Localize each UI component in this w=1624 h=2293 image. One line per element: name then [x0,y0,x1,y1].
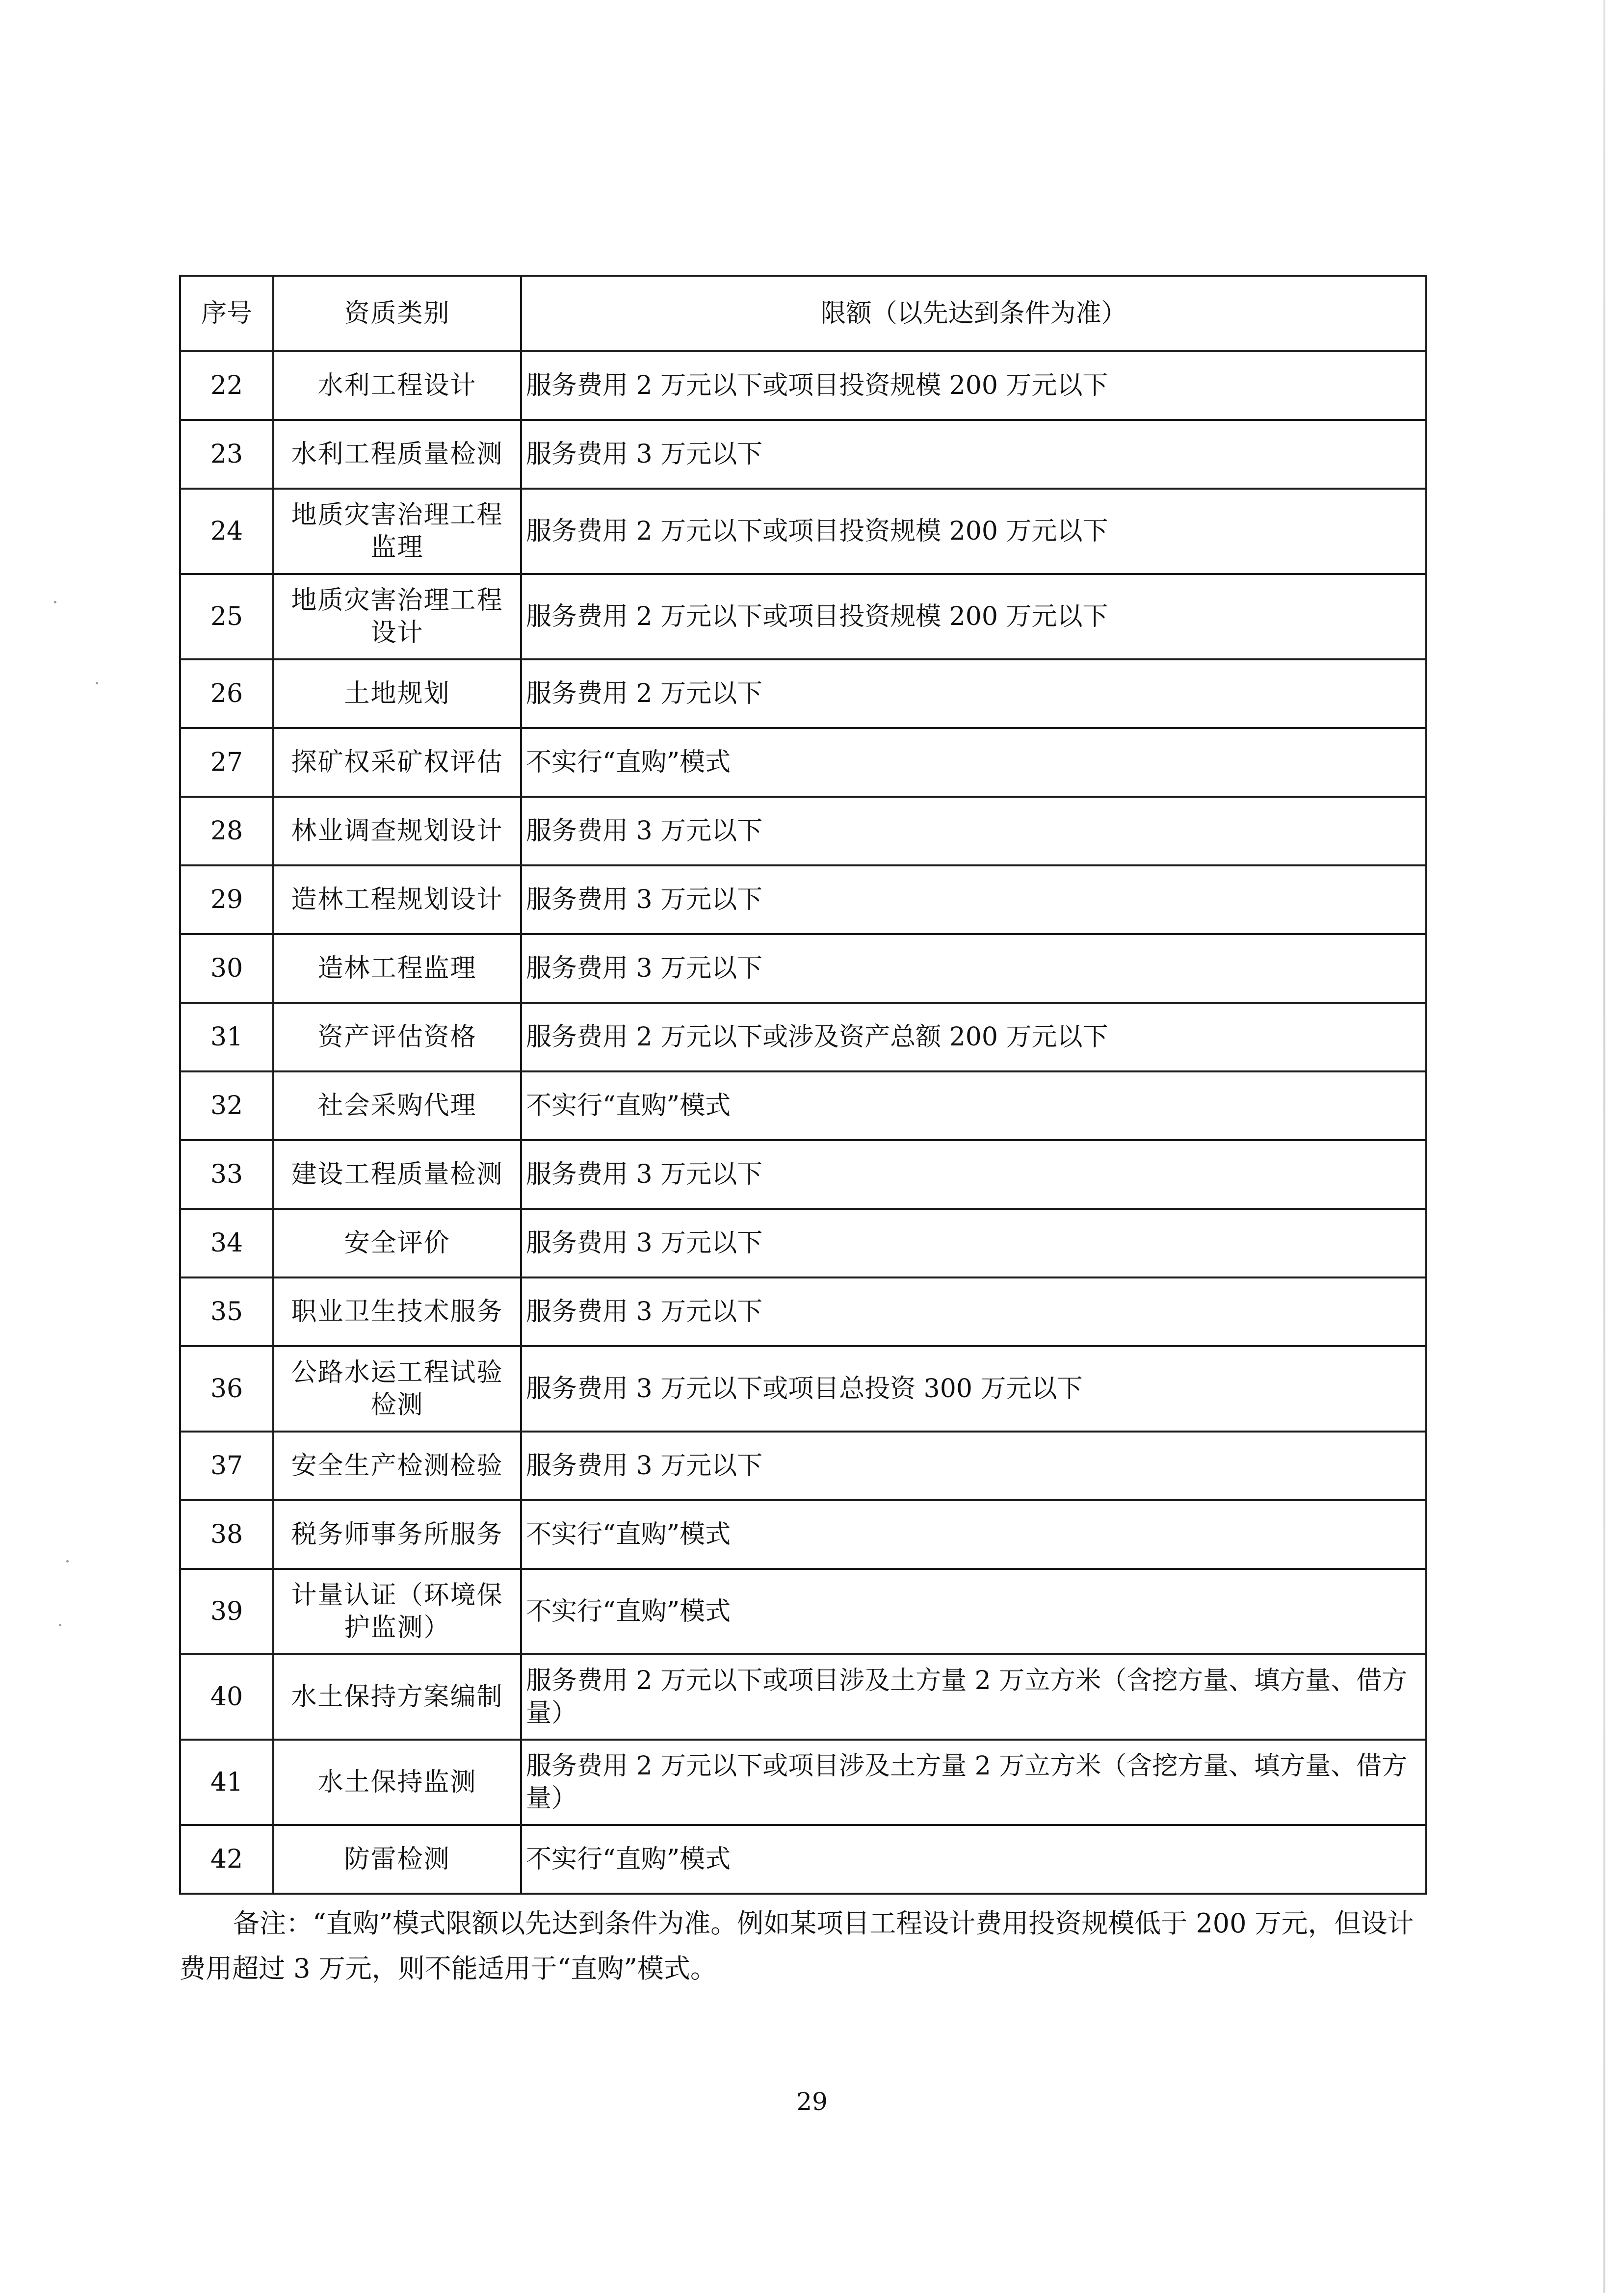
row-category: 地质灾害治理工程监理 [273,489,521,574]
table-row [180,728,1426,797]
scan-speck [96,682,98,684]
table-row [180,1654,1426,1740]
row-no: 22 [180,351,273,420]
row-category: 造林工程规划设计 [273,865,521,934]
row-no: 32 [180,1071,273,1140]
row-limit: 不实行“直购”模式 [521,1569,1426,1654]
row-category: 计量认证（环境保护监测） [273,1569,521,1654]
row-limit: 服务费用 3 万元以下 [521,797,1426,865]
row-limit: 服务费用 3 万元以下 [521,865,1426,934]
scan-speck [59,1624,61,1626]
table-row [180,420,1426,489]
table-row [180,865,1426,934]
row-no: 42 [180,1825,273,1894]
scan-edge [1603,0,1605,2293]
row-limit: 服务费用 3 万元以下 [521,420,1426,489]
row-no: 26 [180,659,273,728]
row-limit: 不实行“直购”模式 [521,1825,1426,1894]
table-row [180,1003,1426,1071]
row-no: 39 [180,1569,273,1654]
row-limit: 服务费用 3 万元以下 [521,1140,1426,1209]
table-row [180,659,1426,728]
row-no: 38 [180,1500,273,1569]
row-category: 资产评估资格 [273,1003,521,1071]
row-category: 职业卫生技术服务 [273,1277,521,1346]
row-no: 28 [180,797,273,865]
row-limit: 服务费用 2 万元以下或项目投资规模 200 万元以下 [521,489,1426,574]
row-category: 地质灾害治理工程设计 [273,574,521,659]
row-no: 27 [180,728,273,797]
row-no: 41 [180,1740,273,1825]
row-limit: 服务费用 3 万元以下 [521,1277,1426,1346]
row-limit: 服务费用 2 万元以下或项目投资规模 200 万元以下 [521,574,1426,659]
page-number: 29 [796,2087,828,2116]
row-no: 34 [180,1209,273,1277]
row-no: 23 [180,420,273,489]
header-limit: 限额（以先达到条件为准） [521,276,1426,351]
row-category: 防雷检测 [273,1825,521,1894]
table-row [180,1346,1426,1432]
row-no: 40 [180,1654,273,1740]
row-limit: 服务费用 3 万元以下或项目总投资 300 万元以下 [521,1346,1426,1432]
row-category: 安全生产检测检验 [273,1432,521,1500]
row-category: 建设工程质量检测 [273,1140,521,1209]
table-row [180,351,1426,420]
table-row [180,1500,1426,1569]
row-category: 土地规划 [273,659,521,728]
row-no: 24 [180,489,273,574]
row-limit: 不实行“直购”模式 [521,1500,1426,1569]
scan-speck [54,601,56,603]
row-category: 水利工程设计 [273,351,521,420]
row-no: 33 [180,1140,273,1209]
row-limit: 服务费用 2 万元以下或项目涉及土方量 2 万立方米（含挖方量、填方量、借方量） [521,1654,1426,1740]
quota-table [179,275,1427,1895]
row-limit: 服务费用 2 万元以下 [521,659,1426,728]
row-category: 水土保持监测 [273,1740,521,1825]
row-no: 35 [180,1277,273,1346]
row-no: 30 [180,934,273,1003]
table-row [180,1825,1426,1894]
scan-speck [66,1560,69,1563]
row-limit: 服务费用 2 万元以下或项目涉及土方量 2 万立方米（含挖方量、填方量、借方量） [521,1740,1426,1825]
row-limit: 服务费用 2 万元以下或项目投资规模 200 万元以下 [521,351,1426,420]
row-limit: 服务费用 3 万元以下 [521,1209,1426,1277]
table-row [180,1277,1426,1346]
row-no: 25 [180,574,273,659]
row-category: 税务师事务所服务 [273,1500,521,1569]
row-category: 林业调查规划设计 [273,797,521,865]
table-row [180,1432,1426,1500]
row-category: 安全评价 [273,1209,521,1277]
table-row [180,1140,1426,1209]
row-limit: 服务费用 3 万元以下 [521,1432,1426,1500]
row-limit: 不实行“直购”模式 [521,728,1426,797]
header-no: 序号 [180,276,273,351]
row-no: 37 [180,1432,273,1500]
row-category: 探矿权采矿权评估 [273,728,521,797]
row-limit: 不实行“直购”模式 [521,1071,1426,1140]
row-no: 36 [180,1346,273,1432]
table-row [180,574,1426,659]
row-category: 水土保持方案编制 [273,1654,521,1740]
row-category: 公路水运工程试验检测 [273,1346,521,1432]
table-row [180,1569,1426,1654]
row-no: 29 [180,865,273,934]
header-category: 资质类别 [273,276,521,351]
row-category: 水利工程质量检测 [273,420,521,489]
table-row [180,489,1426,574]
row-no: 31 [180,1003,273,1071]
table-row [180,1209,1426,1277]
row-category: 社会采购代理 [273,1071,521,1140]
row-limit: 服务费用 2 万元以下或涉及资产总额 200 万元以下 [521,1003,1426,1071]
table-row [180,797,1426,865]
table-row [180,934,1426,1003]
table-row [180,1740,1426,1825]
row-category: 造林工程监理 [273,934,521,1003]
table-note: 备注：“直购”模式限额以先达到条件为准。例如某项目工程设计费用投资规模低于 200 万元，但设计费用超过 3 万元，则不能适用于“直购”模式。 [179,1908,1414,1984]
table-row [180,1071,1426,1140]
table-header-row [180,276,1426,351]
row-limit: 服务费用 3 万元以下 [521,934,1426,1003]
